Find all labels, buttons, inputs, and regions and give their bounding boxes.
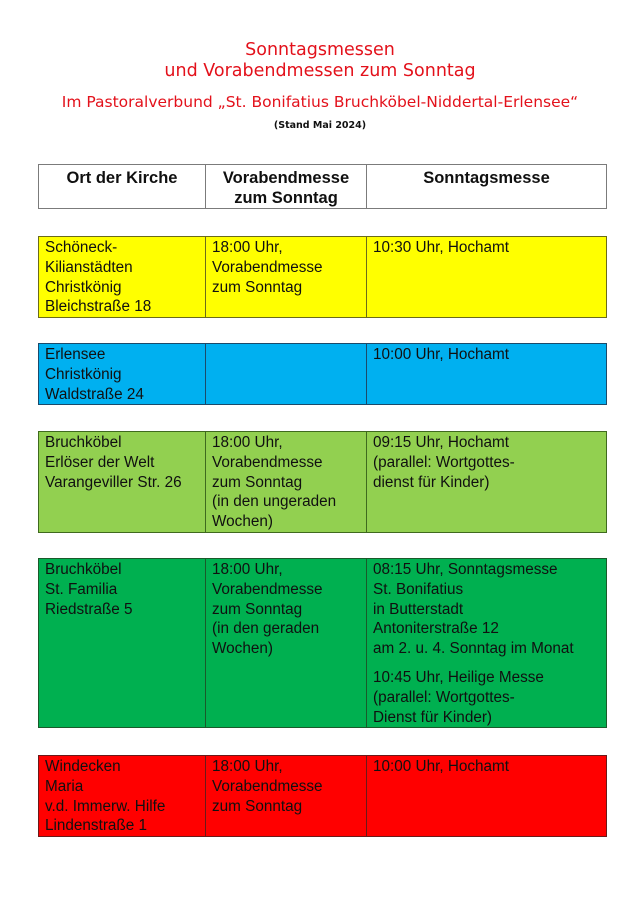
- cell-church-location: [39, 237, 206, 318]
- cell-sunday-mass: [367, 237, 607, 318]
- cell-sunday-mass-line: St. Bonifatius: [373, 580, 464, 598]
- cell-vigil-mass-line: zum Sonntag: [212, 600, 303, 618]
- cell-sunday-mass-line: am 2. u. 4. Sonntag im Monat: [373, 640, 574, 658]
- cell-vigil-mass-line: 18:00 Uhr,: [212, 239, 283, 256]
- cell-vigil-mass-line: (in den geraden: [212, 620, 320, 638]
- cell-church-location-line: v.d. Immerw. Hilfe: [45, 797, 166, 815]
- cell-sunday-mass-line: 10:00 Uhr, Hochamt: [373, 758, 510, 775]
- cell-church-location-line: Erlöser der Welt: [45, 453, 155, 471]
- cell-church-location-line: Christkönig: [45, 365, 122, 383]
- cell-church-location-line: Lindenstraße 1: [45, 817, 148, 835]
- cell-sunday-mass-line: (parallel: Wortgottes-: [373, 688, 515, 706]
- cell-church-location: [39, 559, 206, 728]
- cell-vigil-mass: [206, 344, 367, 405]
- table-row: [38, 755, 607, 837]
- cell-church-location-line: Windecken: [45, 758, 121, 775]
- column-header-sunday-mass: Sonntagsmesse: [367, 165, 607, 209]
- table-row: [38, 558, 607, 728]
- cell-sunday-mass-line: 10:45 Uhr, Heilige Messe: [373, 668, 544, 686]
- cell-vigil-mass-line: Wochen): [212, 513, 273, 531]
- cell-church-location-line: Varangeviller Str. 26: [45, 473, 182, 491]
- cell-church-location-line: Waldstraße 24: [45, 385, 144, 403]
- cell-sunday-mass: [367, 344, 607, 405]
- cell-vigil-mass: [206, 432, 367, 533]
- cell-vigil-mass-line: 18:00 Uhr,: [212, 434, 283, 451]
- cell-church-location-line: Christkönig: [45, 278, 122, 296]
- table-row: [38, 431, 607, 533]
- cell-sunday-mass: [367, 559, 607, 728]
- document-subtitle: Im Pastoralverbund „St. Bonifatius Bruchköbel-Niddertal-Erlensee“: [61, 93, 579, 111]
- cell-vigil-mass-line: Wochen): [212, 640, 273, 658]
- cell-sunday-mass-line: 10:30 Uhr, Hochamt: [373, 239, 510, 256]
- cell-vigil-mass: [206, 756, 367, 837]
- cell-vigil-mass-line: zum Sonntag: [212, 278, 303, 296]
- cell-vigil-mass-line: zum Sonntag: [212, 473, 303, 491]
- cell-church-location-line: Riedstraße 5: [45, 600, 133, 618]
- cell-church-location-line: Schöneck-: [45, 239, 118, 256]
- column-header-vigil-line2: zum Sonntag: [234, 189, 338, 207]
- cell-church-location-line: Erlensee: [45, 346, 106, 363]
- cell-church-location-line: Bruchköbel: [45, 561, 122, 578]
- cell-vigil-mass-line: Vorabendmesse: [212, 258, 323, 276]
- cell-sunday-mass-line: Dienst für Kinder): [373, 708, 493, 726]
- column-header-location: Ort der Kirche: [39, 165, 206, 209]
- cell-sunday-mass: [367, 756, 607, 837]
- cell-vigil-mass: [206, 237, 367, 318]
- cell-vigil-mass-line: Vorabendmesse: [212, 777, 323, 795]
- cell-church-location-line: St. Familia: [45, 580, 118, 598]
- cell-vigil-mass-line: (in den ungeraden: [212, 493, 337, 511]
- column-header-vigil-mass: [206, 165, 367, 209]
- cell-vigil-mass: [206, 559, 367, 728]
- cell-sunday-mass-line: 09:15 Uhr, Hochamt: [373, 434, 510, 451]
- status-date: (Stand Mai 2024): [273, 120, 367, 131]
- cell-vigil-mass-line: Vorabendmesse: [212, 453, 323, 471]
- cell-church-location-line: Kilianstädten: [45, 258, 133, 276]
- cell-vigil-mass-line: 18:00 Uhr,: [212, 758, 283, 775]
- cell-sunday-mass-line: in Butterstadt: [373, 600, 464, 618]
- cell-church-location: [39, 432, 206, 533]
- cell-church-location-line: Bleichstraße 18: [45, 298, 152, 316]
- cell-church-location: [39, 344, 206, 405]
- column-header-vigil-line1: Vorabendmesse: [222, 169, 350, 187]
- cell-vigil-mass-line: Vorabendmesse: [212, 580, 323, 598]
- cell-church-location-line: Maria: [45, 777, 84, 795]
- document-title-line2: und Vorabendmessen zum Sonntag: [164, 61, 476, 81]
- cell-sunday-mass-line: Antoniterstraße 12: [373, 620, 499, 638]
- cell-sunday-mass: [367, 432, 607, 533]
- table-row: [38, 236, 607, 318]
- cell-sunday-mass-line: dienst für Kinder): [373, 473, 490, 491]
- document-title-line1: Sonntagsmessen: [245, 40, 395, 60]
- table-header: [38, 164, 607, 209]
- table-row: [38, 343, 607, 405]
- cell-sunday-mass-line: 10:00 Uhr, Hochamt: [373, 346, 510, 363]
- cell-vigil-mass-line: zum Sonntag: [212, 797, 303, 815]
- cell-church-location-line: Bruchköbel: [45, 434, 122, 451]
- cell-vigil-mass-line: 18:00 Uhr,: [212, 561, 283, 578]
- cell-sunday-mass-line: (parallel: Wortgottes-: [373, 453, 515, 471]
- cell-church-location: [39, 756, 206, 837]
- cell-sunday-mass-line: 08:15 Uhr, Sonntagsmesse: [373, 561, 558, 578]
